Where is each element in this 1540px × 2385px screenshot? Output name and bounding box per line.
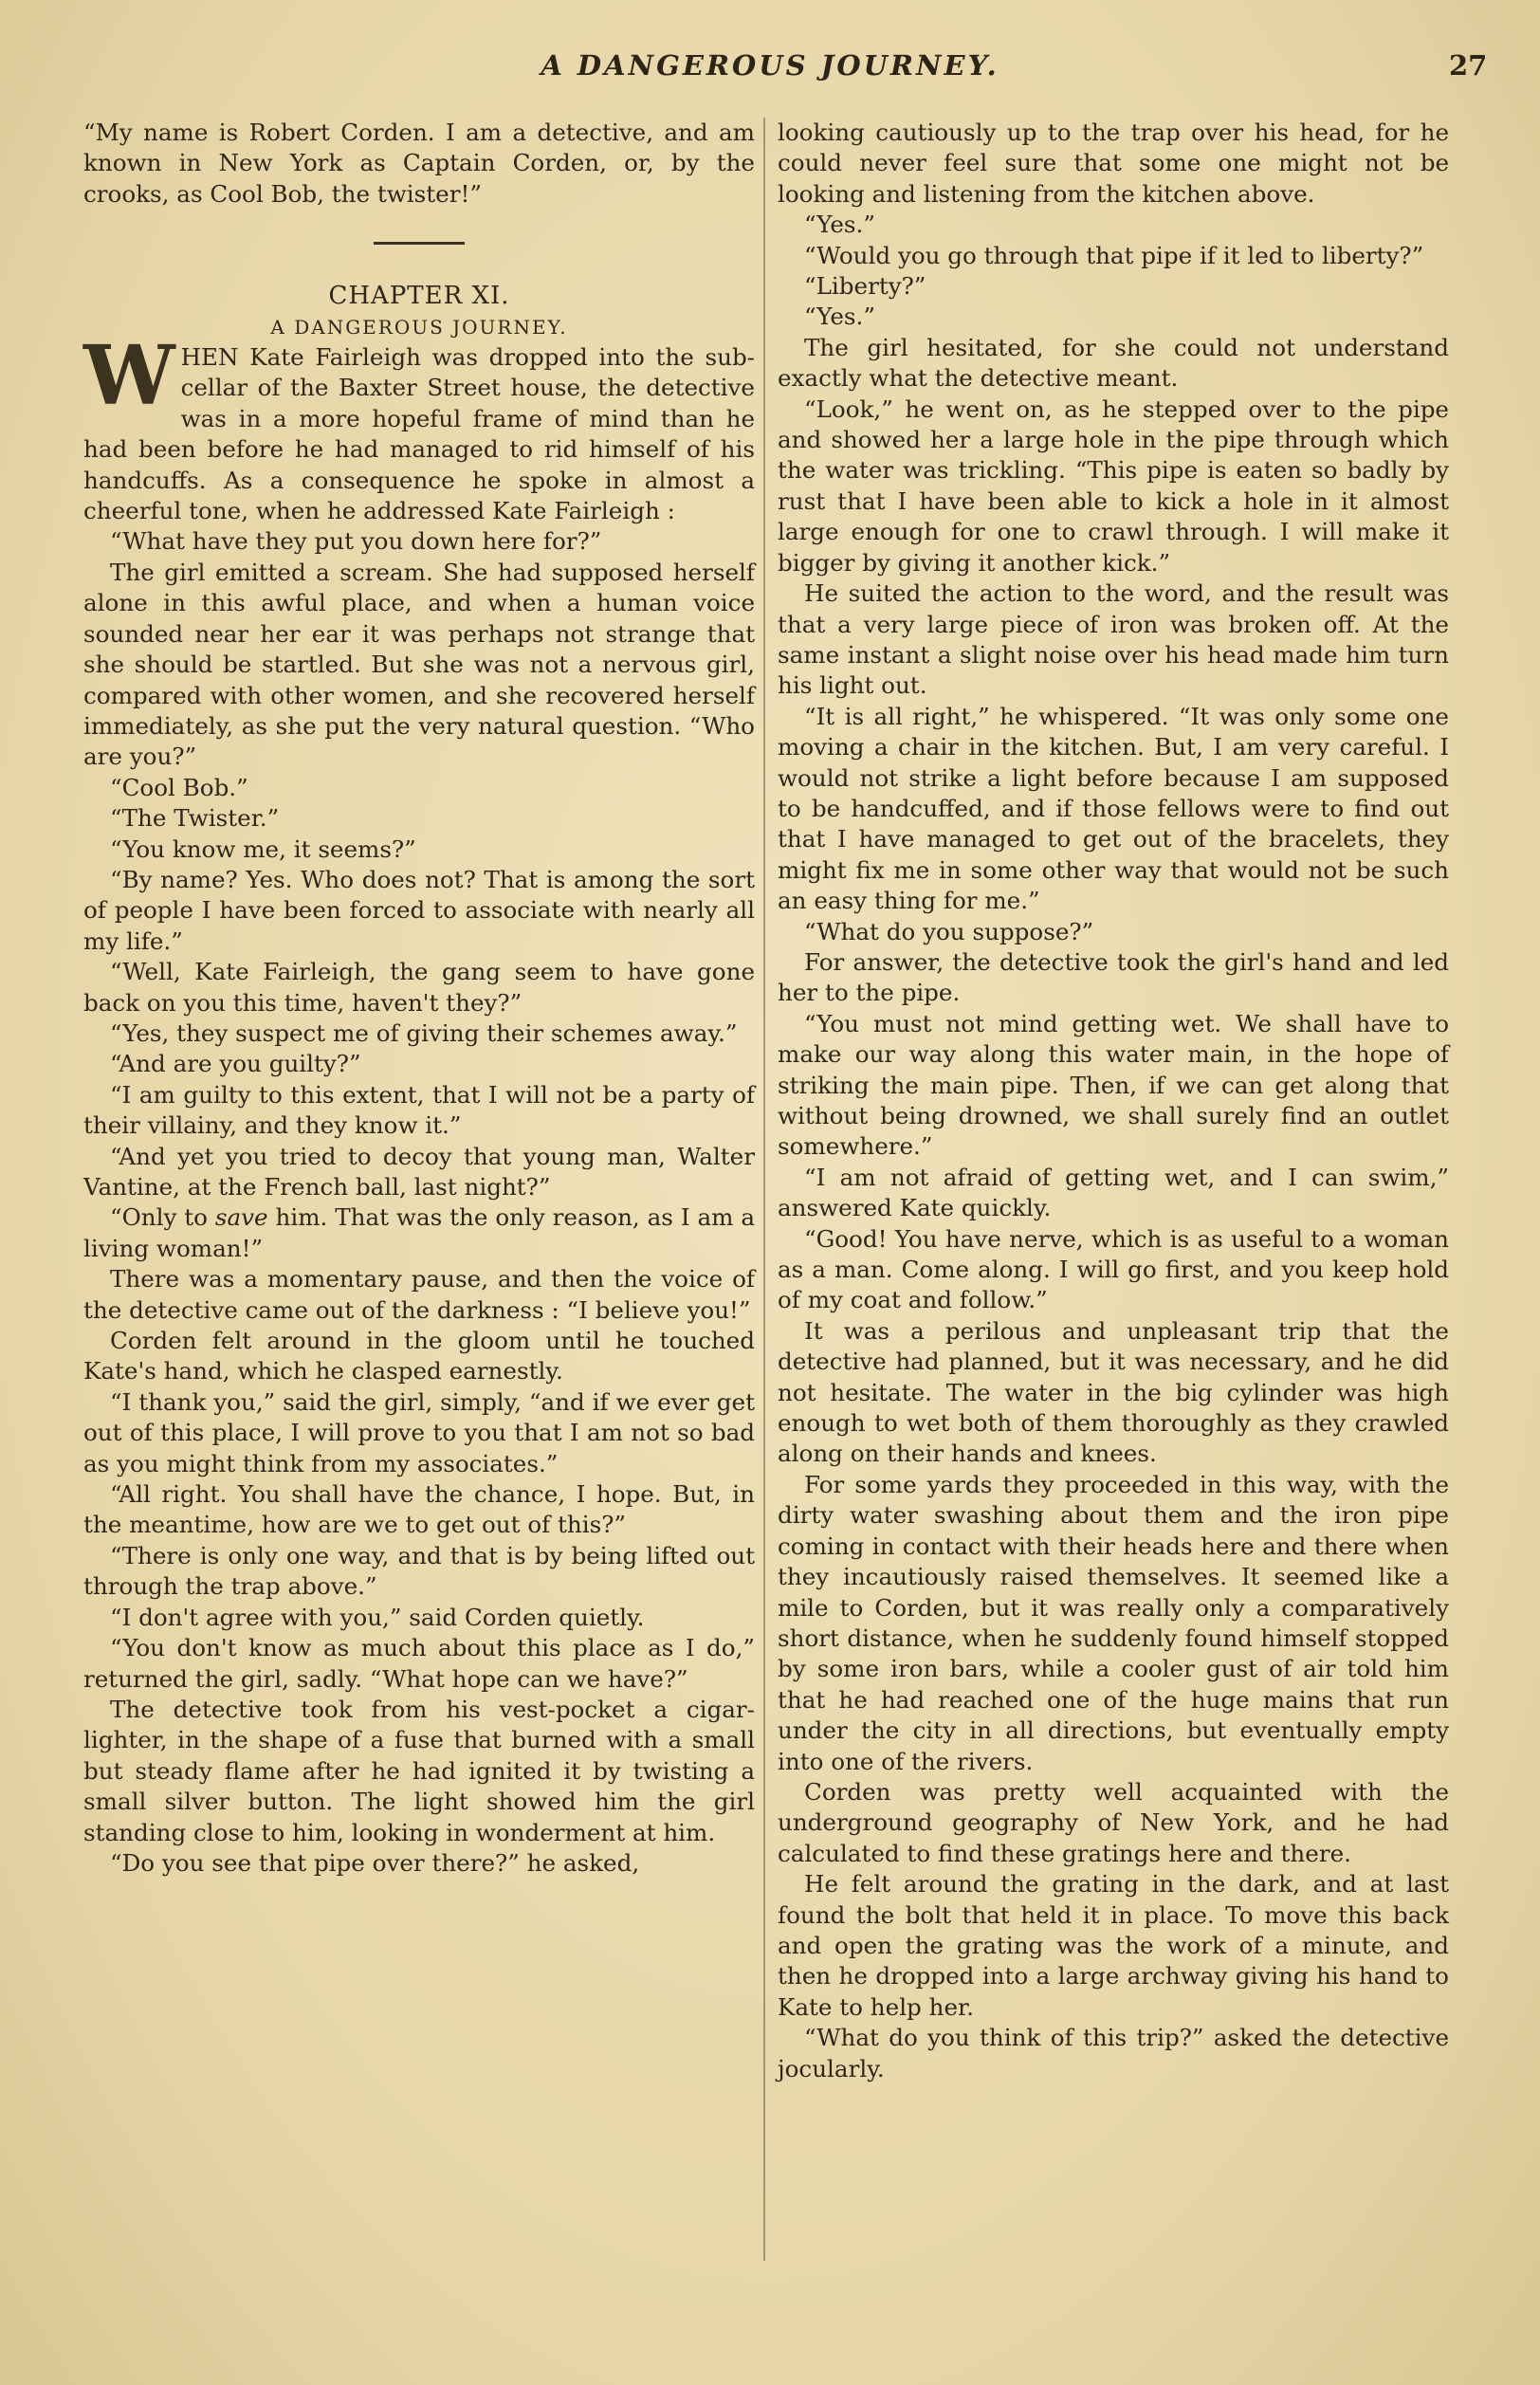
paragraph: “You must not mind getting wet. We shall have to make our way along this water main, in the hope of striking the main pipe. Then, if we can get along that without being drowned, we shall surely find an outlet somewhere.”	[778, 1009, 1449, 1161]
running-title: A DANGEROUS JOURNEY.	[541, 49, 999, 82]
paragraph: “You know me, it seems?”	[110, 835, 416, 863]
paragraph: For answer, the detective took the girl's hand and led her to the pipe.	[778, 947, 1449, 1007]
paragraph: The girl emitted a scream. She had supposed herself alone in this awful place, and when a human voice sounded near her ear it was perhaps not strange that she should be startled. But she was not a nervous girl, compared with other women, and she recovered herself immediately, as she put the very natural question. “Who are you?”	[83, 558, 755, 771]
paragraph: “What do you think of this trip?” asked the detective jocularly.	[778, 2024, 1449, 2082]
paragraph: The girl hesitated, for she could not understand exactly what the detective meant.	[778, 333, 1449, 393]
text-run: him. That was the only reason, as I am a living woman!”	[83, 1203, 755, 1262]
chapter-title: CHAPTER XI.	[328, 282, 510, 311]
paragraph: For some yards they proceeded in this way, with the dirty water swashing about them and the iron pipe coming in contact with their heads here and there when they incautiously raised themselves. It seemed like a mile to Corden, but it was really only a comparatively short distance, when he suddenly found himself stopped by some iron bars, while a cooler gust of air told him that he had reached one of the huge mains that run under the city in all directions, but eventually empty into one of the rivers.	[778, 1470, 1449, 1775]
paragraph: He felt around the grating in the dark, and at last found the bolt that held it in place. To move this back and open the grating was the work of a minute, and then he dropped into a large archway giving his hand to Kate to help her.	[778, 1870, 1449, 2021]
paragraph: “And yet you tried to decoy that young man, Walter Vantine, at the French ball, last night?”	[83, 1142, 755, 1201]
paragraph: “I am not afraid of getting wet, and I can swim,” answered Kate quickly.	[778, 1163, 1449, 1222]
paragraph: There was a momentary pause, and then the voice of the detective came out of the darkness : “I believe you!”	[83, 1265, 755, 1324]
paragraph: “The Twister.”	[110, 804, 280, 833]
paragraph: The detective took from his vest-pocket a cigar-lighter, in the shape of a fuse that burned with a small but steady flame after he had ignited it by twisting a small silver button. The light showed him the girl standing close to him, looking in wonderment at him.	[83, 1695, 755, 1846]
paragraph: It was a perilous and unpleasant trip that the detective had planned, but it was necessary, and he did not hesitate. The water in the big cylinder was high enough to wet both of them thoroughly as they crawled along on their hands and knees.	[778, 1316, 1449, 1468]
paragraph: “Would you go through that pipe if it led to liberty?”	[804, 241, 1424, 269]
page-number: 27	[1449, 49, 1488, 82]
paragraph: He suited the action to the word, and the result was that a very large piece of iron was broken off. At the same instant a slight noise over his head made him turn his light out.	[778, 579, 1449, 700]
paragraph: Corden was pretty well acquainted with the underground geography of New York, and he had calculated to find these gratings here and there.	[778, 1777, 1449, 1867]
drop-cap: W	[83, 328, 175, 425]
opening-paragraph	[83, 328, 755, 526]
paragraph: “Yes.”	[804, 303, 875, 331]
paragraph: “Well, Kate Fairleigh, the gang seem to have gone back on you this time, haven't they?”	[83, 958, 755, 1017]
paragraph: “Do you see that pipe over there?” he asked,	[110, 1848, 640, 1877]
paragraph: looking cautiously up to the trap over his head, for he could never feel sure that some one might not be looking and listening from the kitchen above.	[778, 119, 1449, 208]
right-column	[778, 118, 1449, 2084]
paragraph: “I don't agree with you,” said Corden quietly.	[110, 1603, 645, 1631]
paragraph: “Look,” he went on, as he stepped over to the pipe and showed her a large hole in the pipe through which the water was trickling. “This pipe is eaten so badly by rust that I have been able to kick a hole in it almost large enough for one to crawl through. I will make it bigger by giving it another kick.”	[778, 394, 1449, 577]
paragraph: “All right. You shall have the chance, I hope. But, in the meantime, how are we to get out of this?”	[83, 1480, 755, 1539]
left-column	[83, 118, 755, 1879]
paragraph: “And are you guilty?”	[110, 1050, 361, 1078]
paragraph: “Good! You have nerve, which is as useful to a woman as a man. Come along. I will go first, and you keep hold of my coat and follow.”	[778, 1224, 1449, 1314]
paragraph: “It is all right,” he whispered. “It was only some one moving a chair in the kitchen. But, I am very careful. I would not strike a light before because I am supposed to be handcuffed, and if those fellows were to find out that I have managed to get out of the bracelets, they might fix me in some other way that would not be such an easy thing for me.”	[778, 702, 1449, 915]
paragraph: “Cool Bob.”	[110, 773, 248, 801]
emphasis: save	[214, 1203, 268, 1232]
chapter-subtitle: A DANGEROUS JOURNEY.	[270, 315, 568, 339]
paragraph: “There is only one way, and that is by being lifted out through the trap above.”	[83, 1541, 755, 1601]
paragraph: “I am guilty to this extent, that I will not be a party of their villainy, and they know it.”	[83, 1080, 755, 1140]
paragraph: “I thank you,” said the girl, simply, “and if we ever get out of this place, I will prove to you that I am not so bad as you might think from my associates.”	[83, 1387, 755, 1477]
paragraph: Corden felt around in the gloom until he touched Kate's hand, which he clasped earnestly.	[83, 1327, 755, 1385]
paragraph: “Yes, they suspect me of giving their schemes away.”	[110, 1018, 738, 1047]
text-run: “Only to	[110, 1203, 215, 1232]
paragraph: “What have they put you down here for?”	[110, 527, 602, 556]
paragraph: “What do you suppose?”	[804, 917, 1094, 945]
intro-paragraph: “My name is Robert Corden. I am a detective, and am known in New York as Captain Corden, or, by the crooks, as Cool Bob, the twister!”	[83, 119, 755, 208]
column-divider	[763, 118, 765, 2261]
paragraph: “By name? Yes. Who does not? That is among the sort of people I have been forced to associate with nearly all my life.”	[83, 865, 755, 955]
section-divider	[374, 242, 465, 245]
paragraph: “Liberty?”	[804, 272, 926, 301]
paragraph: “Yes.”	[804, 211, 875, 239]
paragraph: “You don't know as much about this place as I do,” returned the girl, sadly. “What hope can we have?”	[83, 1634, 755, 1693]
paragraph	[83, 1202, 755, 1264]
opening-text: HEN Kate Fairleigh was dropped into the sub-cellar of the Baxter Street house, the detective was in a more hopeful frame of mind than he had been before he had managed to rid himself of his handcuffs. As a consequence he spoke in almost a cheerful tone, when he addressed Kate Fairleigh :	[83, 343, 755, 525]
